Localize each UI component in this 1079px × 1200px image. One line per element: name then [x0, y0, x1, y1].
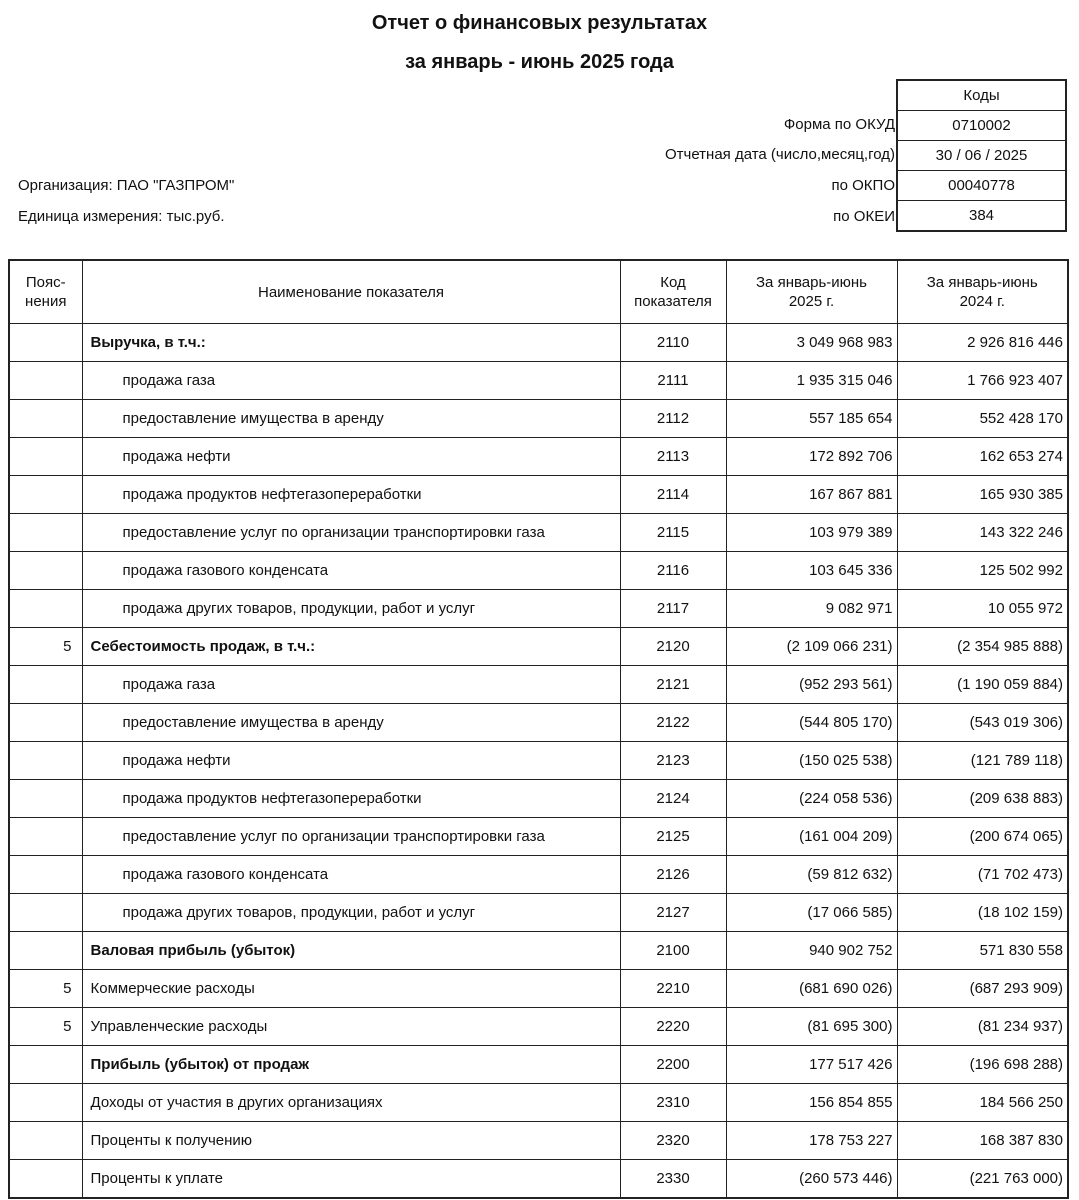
row-name: продажа нефти [82, 742, 620, 780]
table-row [9, 970, 1068, 1008]
row-name: предоставление услуг по организации транспортировки газа [82, 514, 620, 552]
row-note [9, 514, 82, 552]
row-note [9, 552, 82, 590]
okei-label: по ОКЕИ [833, 208, 895, 225]
row-previous-value: 571 830 558 [897, 932, 1068, 970]
row-current-value: (17 066 585) [726, 894, 897, 932]
col-notes-header: Пояс- нения [9, 260, 82, 324]
row-note [9, 438, 82, 476]
row-note [9, 742, 82, 780]
row-previous-value: (196 698 288) [897, 1046, 1068, 1084]
row-name: Управленческие расходы [82, 1008, 620, 1046]
row-code: 2210 [620, 970, 726, 1008]
table-row [9, 1008, 1068, 1046]
row-current-value: (260 573 446) [726, 1160, 897, 1199]
table-row [9, 362, 1068, 400]
row-note [9, 780, 82, 818]
row-name: продажа продуктов нефтегазопереработки [82, 476, 620, 514]
row-name: Коммерческие расходы [82, 970, 620, 1008]
row-code: 2117 [620, 590, 726, 628]
row-current-value: 167 867 881 [726, 476, 897, 514]
row-previous-value: (687 293 909) [897, 970, 1068, 1008]
row-previous-value: 125 502 992 [897, 552, 1068, 590]
row-current-value: (681 690 026) [726, 970, 897, 1008]
row-code: 2127 [620, 894, 726, 932]
col-previous-header: За январь-июнь 2024 г. [897, 260, 1068, 324]
row-current-value: (81 695 300) [726, 1008, 897, 1046]
okei-code: 384 [897, 201, 1066, 232]
row-code: 2320 [620, 1122, 726, 1160]
row-previous-value: 162 653 274 [897, 438, 1068, 476]
row-code: 2330 [620, 1160, 726, 1199]
row-note [9, 590, 82, 628]
codes-table [896, 79, 1067, 232]
row-previous-value: (18 102 159) [897, 894, 1068, 932]
row-current-value: (952 293 561) [726, 666, 897, 704]
row-note: 5 [9, 628, 82, 666]
table-row [9, 552, 1068, 590]
table-row [9, 438, 1068, 476]
report-date-code: 30 / 06 / 2025 [897, 141, 1066, 171]
row-code: 2126 [620, 856, 726, 894]
row-current-value: 1 935 315 046 [726, 362, 897, 400]
row-note: 5 [9, 970, 82, 1008]
table-row [9, 1122, 1068, 1160]
row-name: предоставление услуг по организации транспортировки газа [82, 818, 620, 856]
row-current-value: 178 753 227 [726, 1122, 897, 1160]
row-previous-value: (71 702 473) [897, 856, 1068, 894]
row-current-value: (161 004 209) [726, 818, 897, 856]
row-previous-value: 165 930 385 [897, 476, 1068, 514]
okpo-label: по ОКПО [831, 177, 895, 194]
row-note [9, 400, 82, 438]
row-note [9, 704, 82, 742]
table-row [9, 400, 1068, 438]
row-name: Выручка, в т.ч.: [82, 324, 620, 362]
row-code: 2120 [620, 628, 726, 666]
row-code: 2121 [620, 666, 726, 704]
row-previous-value: 10 055 972 [897, 590, 1068, 628]
row-previous-value: 552 428 170 [897, 400, 1068, 438]
row-previous-value: (1 190 059 884) [897, 666, 1068, 704]
row-name: предоставление имущества в аренду [82, 704, 620, 742]
report-period: за январь - июнь 2025 года [405, 51, 674, 73]
row-name: Проценты к получению [82, 1122, 620, 1160]
table-row [9, 628, 1068, 666]
row-current-value: 557 185 654 [726, 400, 897, 438]
row-code: 2220 [620, 1008, 726, 1046]
row-previous-value: 184 566 250 [897, 1084, 1068, 1122]
row-note [9, 1122, 82, 1160]
row-current-value: 940 902 752 [726, 932, 897, 970]
row-name: Себестоимость продаж, в т.ч.: [82, 628, 620, 666]
row-note [9, 856, 82, 894]
table-row [9, 856, 1068, 894]
row-name: продажа нефти [82, 438, 620, 476]
report-title: Отчет о финансовых результатах [371, 12, 708, 34]
row-current-value: 3 049 968 983 [726, 324, 897, 362]
row-previous-value: (81 234 937) [897, 1008, 1068, 1046]
row-note [9, 932, 82, 970]
row-note [9, 362, 82, 400]
financial-results-table [8, 259, 1069, 1199]
row-code: 2123 [620, 742, 726, 780]
row-note [9, 894, 82, 932]
row-current-value: (150 025 538) [726, 742, 897, 780]
row-current-value: 177 517 426 [726, 1046, 897, 1084]
row-current-value: (2 109 066 231) [726, 628, 897, 666]
table-row [9, 704, 1068, 742]
row-note [9, 666, 82, 704]
row-name: продажа газа [82, 666, 620, 704]
row-code: 2115 [620, 514, 726, 552]
row-previous-value: (121 789 118) [897, 742, 1068, 780]
row-name: продажа газового конденсата [82, 856, 620, 894]
row-name: Валовая прибыль (убыток) [82, 932, 620, 970]
table-row [9, 742, 1068, 780]
row-name: предоставление имущества в аренду [82, 400, 620, 438]
table-row [9, 894, 1068, 932]
row-code: 2114 [620, 476, 726, 514]
okud-label: Форма по ОКУД [783, 116, 895, 133]
table-row [9, 324, 1068, 362]
table-row [9, 590, 1068, 628]
okpo-code: 00040778 [897, 171, 1066, 201]
row-previous-value: 2 926 816 446 [897, 324, 1068, 362]
table-row [9, 780, 1068, 818]
report-date-label: Отчетная дата (число,месяц,год) [664, 146, 895, 163]
table-row [9, 1046, 1068, 1084]
row-previous-value: (2 354 985 888) [897, 628, 1068, 666]
row-note [9, 1160, 82, 1199]
row-current-value: (544 805 170) [726, 704, 897, 742]
row-name: Доходы от участия в других организациях [82, 1084, 620, 1122]
col-code-header: Код показателя [620, 260, 726, 324]
row-previous-value: 168 387 830 [897, 1122, 1068, 1160]
codes-title: Коды [897, 80, 1066, 111]
unit-label: Единица измерения: тыс.руб. [18, 208, 225, 225]
row-previous-value: (209 638 883) [897, 780, 1068, 818]
row-name: продажа газового конденсата [82, 552, 620, 590]
col-current-header: За январь-июнь 2025 г. [726, 260, 897, 324]
row-code: 2124 [620, 780, 726, 818]
row-name: продажа газа [82, 362, 620, 400]
row-previous-value: (200 674 065) [897, 818, 1068, 856]
row-current-value: 156 854 855 [726, 1084, 897, 1122]
row-code: 2200 [620, 1046, 726, 1084]
table-row [9, 476, 1068, 514]
row-previous-value: 143 322 246 [897, 514, 1068, 552]
table-row [9, 818, 1068, 856]
table-row [9, 932, 1068, 970]
row-code: 2110 [620, 324, 726, 362]
row-note [9, 476, 82, 514]
row-code: 2125 [620, 818, 726, 856]
row-note [9, 1084, 82, 1122]
row-code: 2113 [620, 438, 726, 476]
row-code: 2100 [620, 932, 726, 970]
row-previous-value: (543 019 306) [897, 704, 1068, 742]
row-name: продажа других товаров, продукции, работ и услуг [82, 894, 620, 932]
row-current-value: 103 645 336 [726, 552, 897, 590]
row-name: продажа других товаров, продукции, работ и услуг [82, 590, 620, 628]
row-note [9, 818, 82, 856]
row-current-value: (59 812 632) [726, 856, 897, 894]
table-row [9, 1160, 1068, 1199]
row-previous-value: (221 763 000) [897, 1160, 1068, 1199]
row-current-value: 103 979 389 [726, 514, 897, 552]
row-note [9, 324, 82, 362]
row-current-value: 9 082 971 [726, 590, 897, 628]
row-name: Прибыль (убыток) от продаж [82, 1046, 620, 1084]
row-note [9, 1046, 82, 1084]
row-code: 2111 [620, 362, 726, 400]
row-name: Проценты к уплате [82, 1160, 620, 1199]
row-current-value: 172 892 706 [726, 438, 897, 476]
row-note: 5 [9, 1008, 82, 1046]
row-code: 2122 [620, 704, 726, 742]
table-header-row [9, 260, 1068, 324]
col-name-header: Наименование показателя [82, 260, 620, 324]
row-name: продажа продуктов нефтегазопереработки [82, 780, 620, 818]
table-row [9, 514, 1068, 552]
table-row [9, 1084, 1068, 1122]
organization-label: Организация: ПАО "ГАЗПРОМ" [18, 177, 235, 194]
okud-code: 0710002 [897, 111, 1066, 141]
row-previous-value: 1 766 923 407 [897, 362, 1068, 400]
row-code: 2116 [620, 552, 726, 590]
row-current-value: (224 058 536) [726, 780, 897, 818]
row-code: 2310 [620, 1084, 726, 1122]
row-code: 2112 [620, 400, 726, 438]
table-row [9, 666, 1068, 704]
